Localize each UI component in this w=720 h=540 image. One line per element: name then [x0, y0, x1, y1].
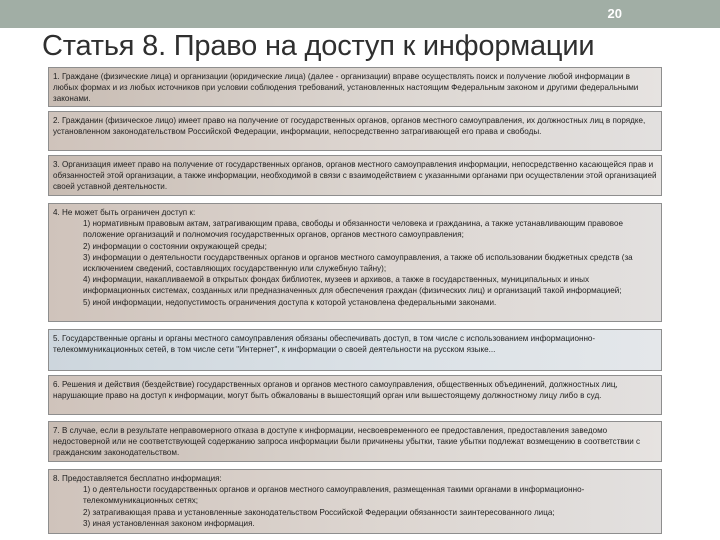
- list-item: 1) нормативным правовым актам, затрагивающим права, свободы и обязанности человека и гражданина, а также устанавливающим правовое положение организаций и полномочия государственных органов, органов местного самоуправления;: [83, 219, 624, 240]
- list-item: 4) информации, накапливаемой в открытых фондах библиотек, музеев и архивов, а также в государственных, муниципальных и иных информационных системах, созданных или предназначенных для обеспечения граждан (физических лиц) и организаций такой информацией;: [83, 275, 622, 296]
- point-box-6: [48, 375, 662, 415]
- list-item: 3) иная установленная законом информация.: [83, 518, 255, 528]
- point-text-2: 2. Гражданин (физическое лицо) имеет право на получение от государственных органов, органов местного самоуправления, их должностных лиц в порядке, установленном законодательством Российской Федерации, информации, непосредственно затрагивающей его права и свободы.: [53, 116, 646, 137]
- top-bar: [0, 0, 720, 28]
- list-item: 3) информации о деятельности государственных органов и органов местного самоуправления, а также об использовании бюджетных средств (за исключением сведений, составляющих государственную или служебную тайну);: [83, 252, 633, 274]
- point-box-7: [48, 421, 662, 462]
- list-item: 2) информации о состоянии окружающей среды;: [83, 241, 267, 251]
- slide-number: 20: [607, 6, 622, 21]
- point-box-3: [48, 155, 662, 196]
- point-box-5: [48, 329, 662, 371]
- point-text-5: 5. Государственные органы и органы местного самоуправления обязаны обеспечивать доступ, в том числе с использованием информационно-телекоммуникационных сетей, в том числе сети "Интернет", к информации о своей деятельности на русском языке...: [53, 334, 596, 355]
- point-box-1: [48, 67, 662, 107]
- list-item: 2) затрагивающая права и установленные законодательством Российской Федерации обязанности заинтересованного лица;: [83, 507, 555, 517]
- point-lead-8: 8. Предоставляется бесплатно информация:: [53, 474, 222, 483]
- point-text-7: 7. В случае, если в результате неправомерного отказа в доступе к информации, несвоевременного ее предоставления, предоставления заведомо недостоверной или не соответствующей содержанию запроса информации были причинены убытки, такие убытки подлежат возмещению в соответствии с гражданским законодательством.: [53, 426, 641, 458]
- point-box-4: [48, 203, 662, 322]
- point-text-3: 3. Организация имеет право на получение от государственных органов, органов местного самоуправления информации, непосредственно касающейся прав и обязанностей этой организации, а также информации, необходимой в связи с взаимодействием с указанными органами при осуществлении этой организацией своей уставной деятельности.: [53, 160, 657, 192]
- list-item: 1) о деятельности государственных органов и органов местного самоуправления, размещенная такими органами в информационно-телекоммуникационных сетях;: [83, 485, 585, 506]
- point-box-8: [48, 469, 662, 534]
- slide-title: Статья 8. Право на доступ к информации: [42, 30, 595, 62]
- point-lead-4: 4. Не может быть ограничен доступ к:: [53, 208, 196, 217]
- point-text-1: 1. Граждане (физические лица) и организации (юридические лица) (далее - организации) вправе осуществлять поиск и получение любой информации в любых формах и из любых источников при условии соблюдения требований, установленных настоящим Федеральным законом и другими федеральными законами.: [53, 72, 639, 104]
- point-box-2: [48, 111, 662, 151]
- point-text-6: 6. Решения и действия (бездействие) государственных органов и органов местного самоуправления, общественных объединений, должностных лиц, нарушающие право на доступ к информации, могут быть обжалованы в вышестоящий орган или вышестоящему должностному лицу либо в суд.: [53, 380, 618, 401]
- list-item: 5) иной информации, недопустимость ограничения доступа к которой установлена федеральными законами.: [83, 297, 497, 307]
